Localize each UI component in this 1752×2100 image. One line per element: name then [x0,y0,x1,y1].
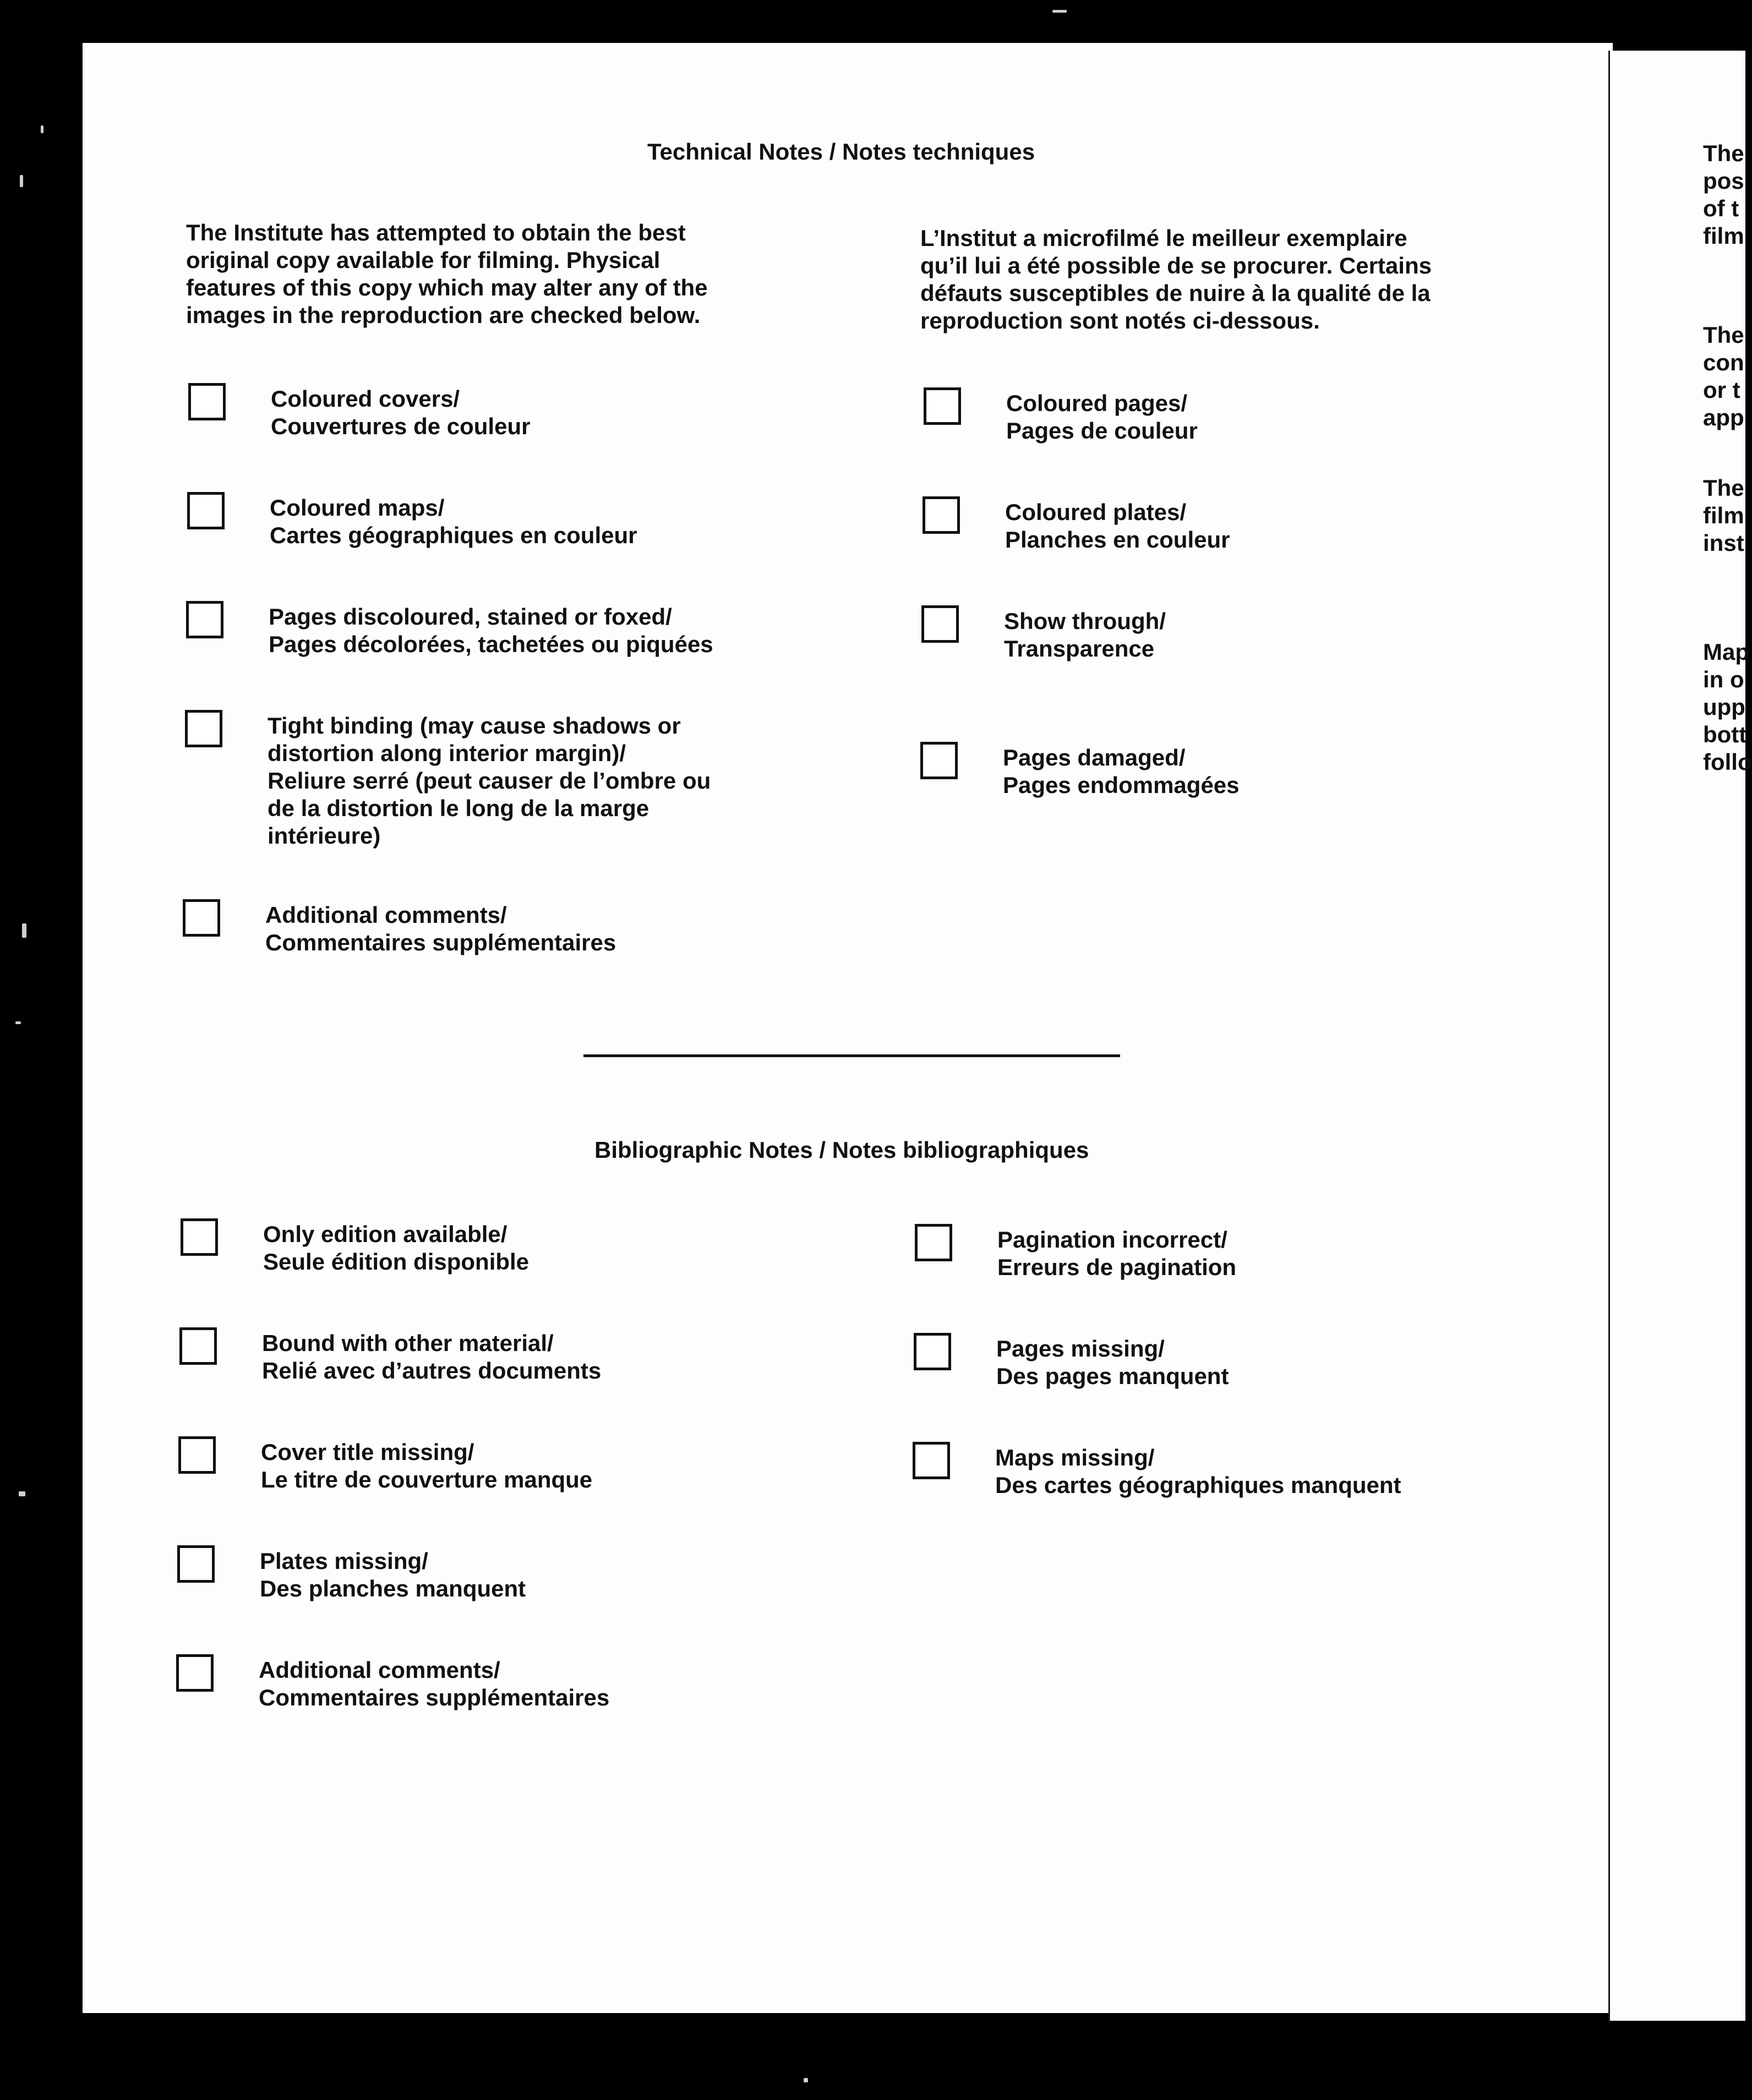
checkbox[interactable] [914,1333,951,1370]
scan-artifact [41,125,43,133]
scan-artifact [804,2078,808,2082]
checkbox-label: Additional comments/ Commentaires supplémentaires [265,902,616,955]
checkbox-label: Show through/ Transparence [1004,608,1166,661]
checkbox-item-maps-missing[interactable] [913,1444,1401,1499]
checkbox[interactable] [183,899,220,937]
checkbox-label: Coloured maps/ Cartes géographiques en couleur [270,495,637,548]
checkbox-item-coloured-maps[interactable] [187,494,637,549]
checkbox-item-coloured-pages[interactable] [924,390,1198,445]
checkbox-item-pages-discoloured[interactable] [186,603,713,658]
technical-intro-english: The Institute has attempted to obtain the best original copy available for filming. Physical features of this copy which may alter any of the images in the reproduction are checked below. [186,220,708,328]
checkbox-item-pages-missing[interactable] [914,1335,1229,1390]
checkbox[interactable] [176,1654,214,1692]
checkbox-label: Coloured plates/ Planches en couleur [1005,499,1230,553]
adjacent-page-text-1: The pos of t film [1703,140,1744,249]
checkbox[interactable] [913,1442,950,1479]
checkbox-label: Only edition available/ Seule édition disponible [263,1221,530,1275]
checkbox[interactable] [188,383,226,420]
main-sheet [83,43,1613,2013]
checkbox[interactable] [924,387,961,425]
checkbox[interactable] [177,1545,215,1583]
checkbox[interactable] [915,1224,952,1261]
checkbox-label: Plates missing/ Des planches manquent [260,1548,526,1601]
scan-artifact [15,1021,21,1024]
checkbox-item-bound-with-other[interactable] [179,1330,601,1385]
checkbox-label: Additional comments/ Commentaires supplémentaires [259,1657,610,1710]
checkbox-label: Coloured covers/ Couvertures de couleur [271,386,531,439]
checkbox-item-coloured-plates[interactable] [923,499,1230,554]
bibliographic-notes-title: Bibliographic Notes / Notes bibliographiques [594,1137,1089,1163]
checkbox-item-additional-comments-bibliographic[interactable] [176,1656,609,1711]
checkbox[interactable] [186,601,223,638]
checkbox-label: Bound with other material/ Relié avec d’autres documents [262,1330,602,1383]
checkbox-item-additional-comments-technical[interactable] [183,901,616,956]
checkbox[interactable] [178,1436,216,1474]
checkbox-label: Pages missing/ Des pages manquent [996,1336,1229,1389]
checkbox-label: Cover title missing/ Le titre de couverture manque [261,1439,593,1492]
adjacent-page-text-2: The con or t app [1703,322,1744,430]
checkbox[interactable] [921,605,959,643]
checkbox-item-pagination-incorrect[interactable] [915,1226,1236,1281]
technical-notes-title: Technical Notes / Notes techniques [647,139,1035,165]
checkbox[interactable] [187,492,225,529]
scan-artifact [22,923,26,938]
checkbox[interactable] [923,496,960,534]
scan-artifact [20,175,23,187]
checkbox-label: Pages discoloured, stained or foxed/ Pages décolorées, tachetées ou piquées [269,604,713,657]
checkbox-label: Pages damaged/ Pages endommagées [1003,745,1240,798]
checkbox-label: Pagination incorrect/ Erreurs de pagination [997,1227,1237,1280]
adjacent-page-text-4: Map in o upp bott follo [1703,639,1752,775]
checkbox-item-pages-damaged[interactable] [920,744,1240,799]
checkbox-item-show-through[interactable] [921,608,1166,663]
checkbox-label: Tight binding (may cause shadows or distortion along interior margin)/ Reliure serré (peut causer de l’ombre ou de la distortion le long de la marge intérieure) [268,713,711,849]
checkbox[interactable] [185,710,222,747]
scan-artifact [1052,10,1067,13]
scan-artifact [19,1491,25,1496]
checkbox-item-coloured-covers[interactable] [188,385,530,440]
checkbox-item-tight-binding[interactable] [185,712,711,850]
checkbox[interactable] [181,1218,218,1256]
checkbox-item-cover-title-missing[interactable] [178,1439,592,1494]
checkbox[interactable] [920,742,958,779]
checkbox[interactable] [179,1327,217,1365]
adjacent-page-text-3: The film inst [1703,475,1744,556]
checkbox-label: Maps missing/ Des cartes géographiques manquent [995,1445,1401,1498]
checkbox-label: Coloured pages/ Pages de couleur [1006,390,1198,444]
section-divider [583,1054,1120,1057]
technical-intro-french: L’Institut a microfilmé le meilleur exemplaire qu’il lui a été possible de se procurer. Certains défauts susceptibles de nuire à la qualité de la reproduction sont notés ci-dessous. [920,225,1432,333]
checkbox-item-only-edition[interactable] [181,1221,529,1276]
checkbox-item-plates-missing[interactable] [177,1547,526,1603]
